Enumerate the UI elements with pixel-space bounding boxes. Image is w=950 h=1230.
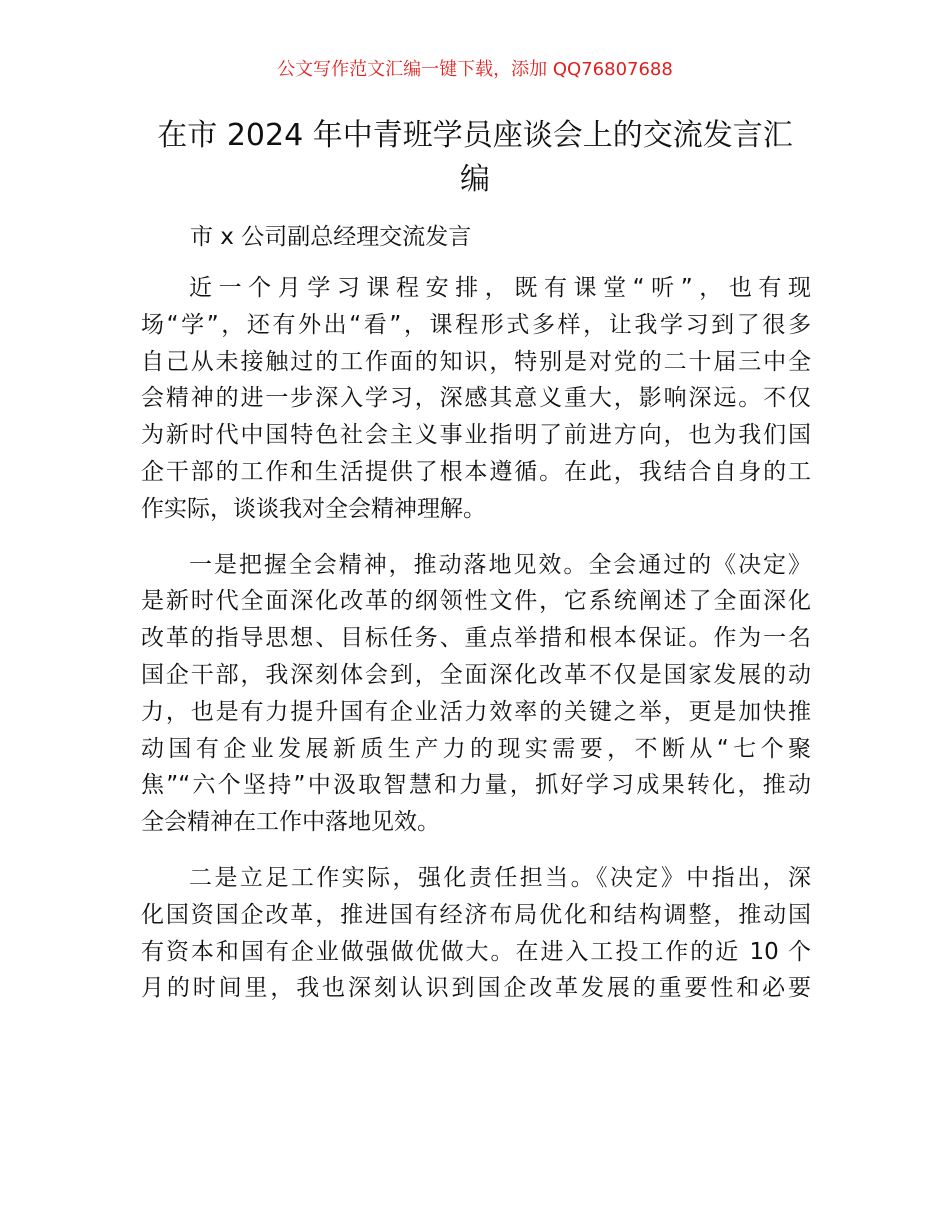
paragraph-line: 作实际，谈谈我对全会精神理解。 <box>141 495 486 522</box>
paragraph-line: 企干部的工作和生活提供了根本遵循。在此，我结合自身的工 <box>141 458 811 485</box>
paragraph-line: 二是立足工作实际，强化责任担当。《决定》中指出，深 <box>189 864 811 891</box>
paragraph <box>141 270 811 528</box>
paragraph-line: 近一个月学习课程安排，既有课堂“听”，也有现 <box>189 275 811 301</box>
paragraph-line: 化国资国企改革，推进国有经济布局优化和结构调整，推动国 <box>141 901 811 928</box>
paragraph-line: 焦”“六个坚持”中汲取智慧和力量，抓好学习成果转化，推动 <box>141 772 811 799</box>
document-title <box>130 114 820 202</box>
download-banner: 公文写作范文汇编一键下载，添加 QQ76807688 <box>277 59 673 80</box>
paragraph-line: 力，也是有力提升国有企业活力效率的关键之举，更是加快推 <box>141 698 811 725</box>
title-line: 在市 2024 年中青班学员座谈会上的交流发言汇 <box>157 118 793 153</box>
paragraph-line: 自己从未接触过的工作面的知识，特别是对党的二十届三中全 <box>141 348 811 375</box>
speaker-subtitle: 市 x 公司副总经理交流发言 <box>190 224 472 250</box>
paragraph-line: 动国有企业发展新质生产力的现实需要，不断从“七个聚 <box>141 735 811 762</box>
paragraph-line: 有资本和国有企业做强做优做大。在进入工投工作的近 10 个 <box>141 938 811 965</box>
document-body <box>141 270 811 1026</box>
paragraph-line: 改革的指导思想、目标任务、重点举措和根本保证。作为一名 <box>141 625 811 652</box>
paragraph-line: 月的时间里，我也深刻认识到国企改革发展的重要性和必要 <box>141 975 811 1002</box>
paragraph-line: 是新时代全面深化改革的纲领性文件，它系统阐述了全面深化 <box>141 588 811 615</box>
paragraph-line: 为新时代中国特色社会主义事业指明了前进方向，也为我们国 <box>141 422 811 449</box>
paragraph <box>141 547 811 841</box>
paragraph-line: 一是把握全会精神，推动落地见效。全会通过的《决定》 <box>189 551 811 578</box>
title-line: 编 <box>460 162 490 197</box>
paragraph-line: 国企干部，我深刻体会到，全面深化改革不仅是国家发展的动 <box>141 661 811 688</box>
paragraph <box>141 860 811 1007</box>
paragraph-line: 全会精神在工作中落地见效。 <box>141 809 440 836</box>
paragraph-line: 场“学”，还有外出“看”，课程形式多样，让我学习到了很多 <box>141 311 811 338</box>
paragraph-line: 会精神的进一步深入学习，深感其意义重大，影响深远。不仅 <box>141 385 811 412</box>
